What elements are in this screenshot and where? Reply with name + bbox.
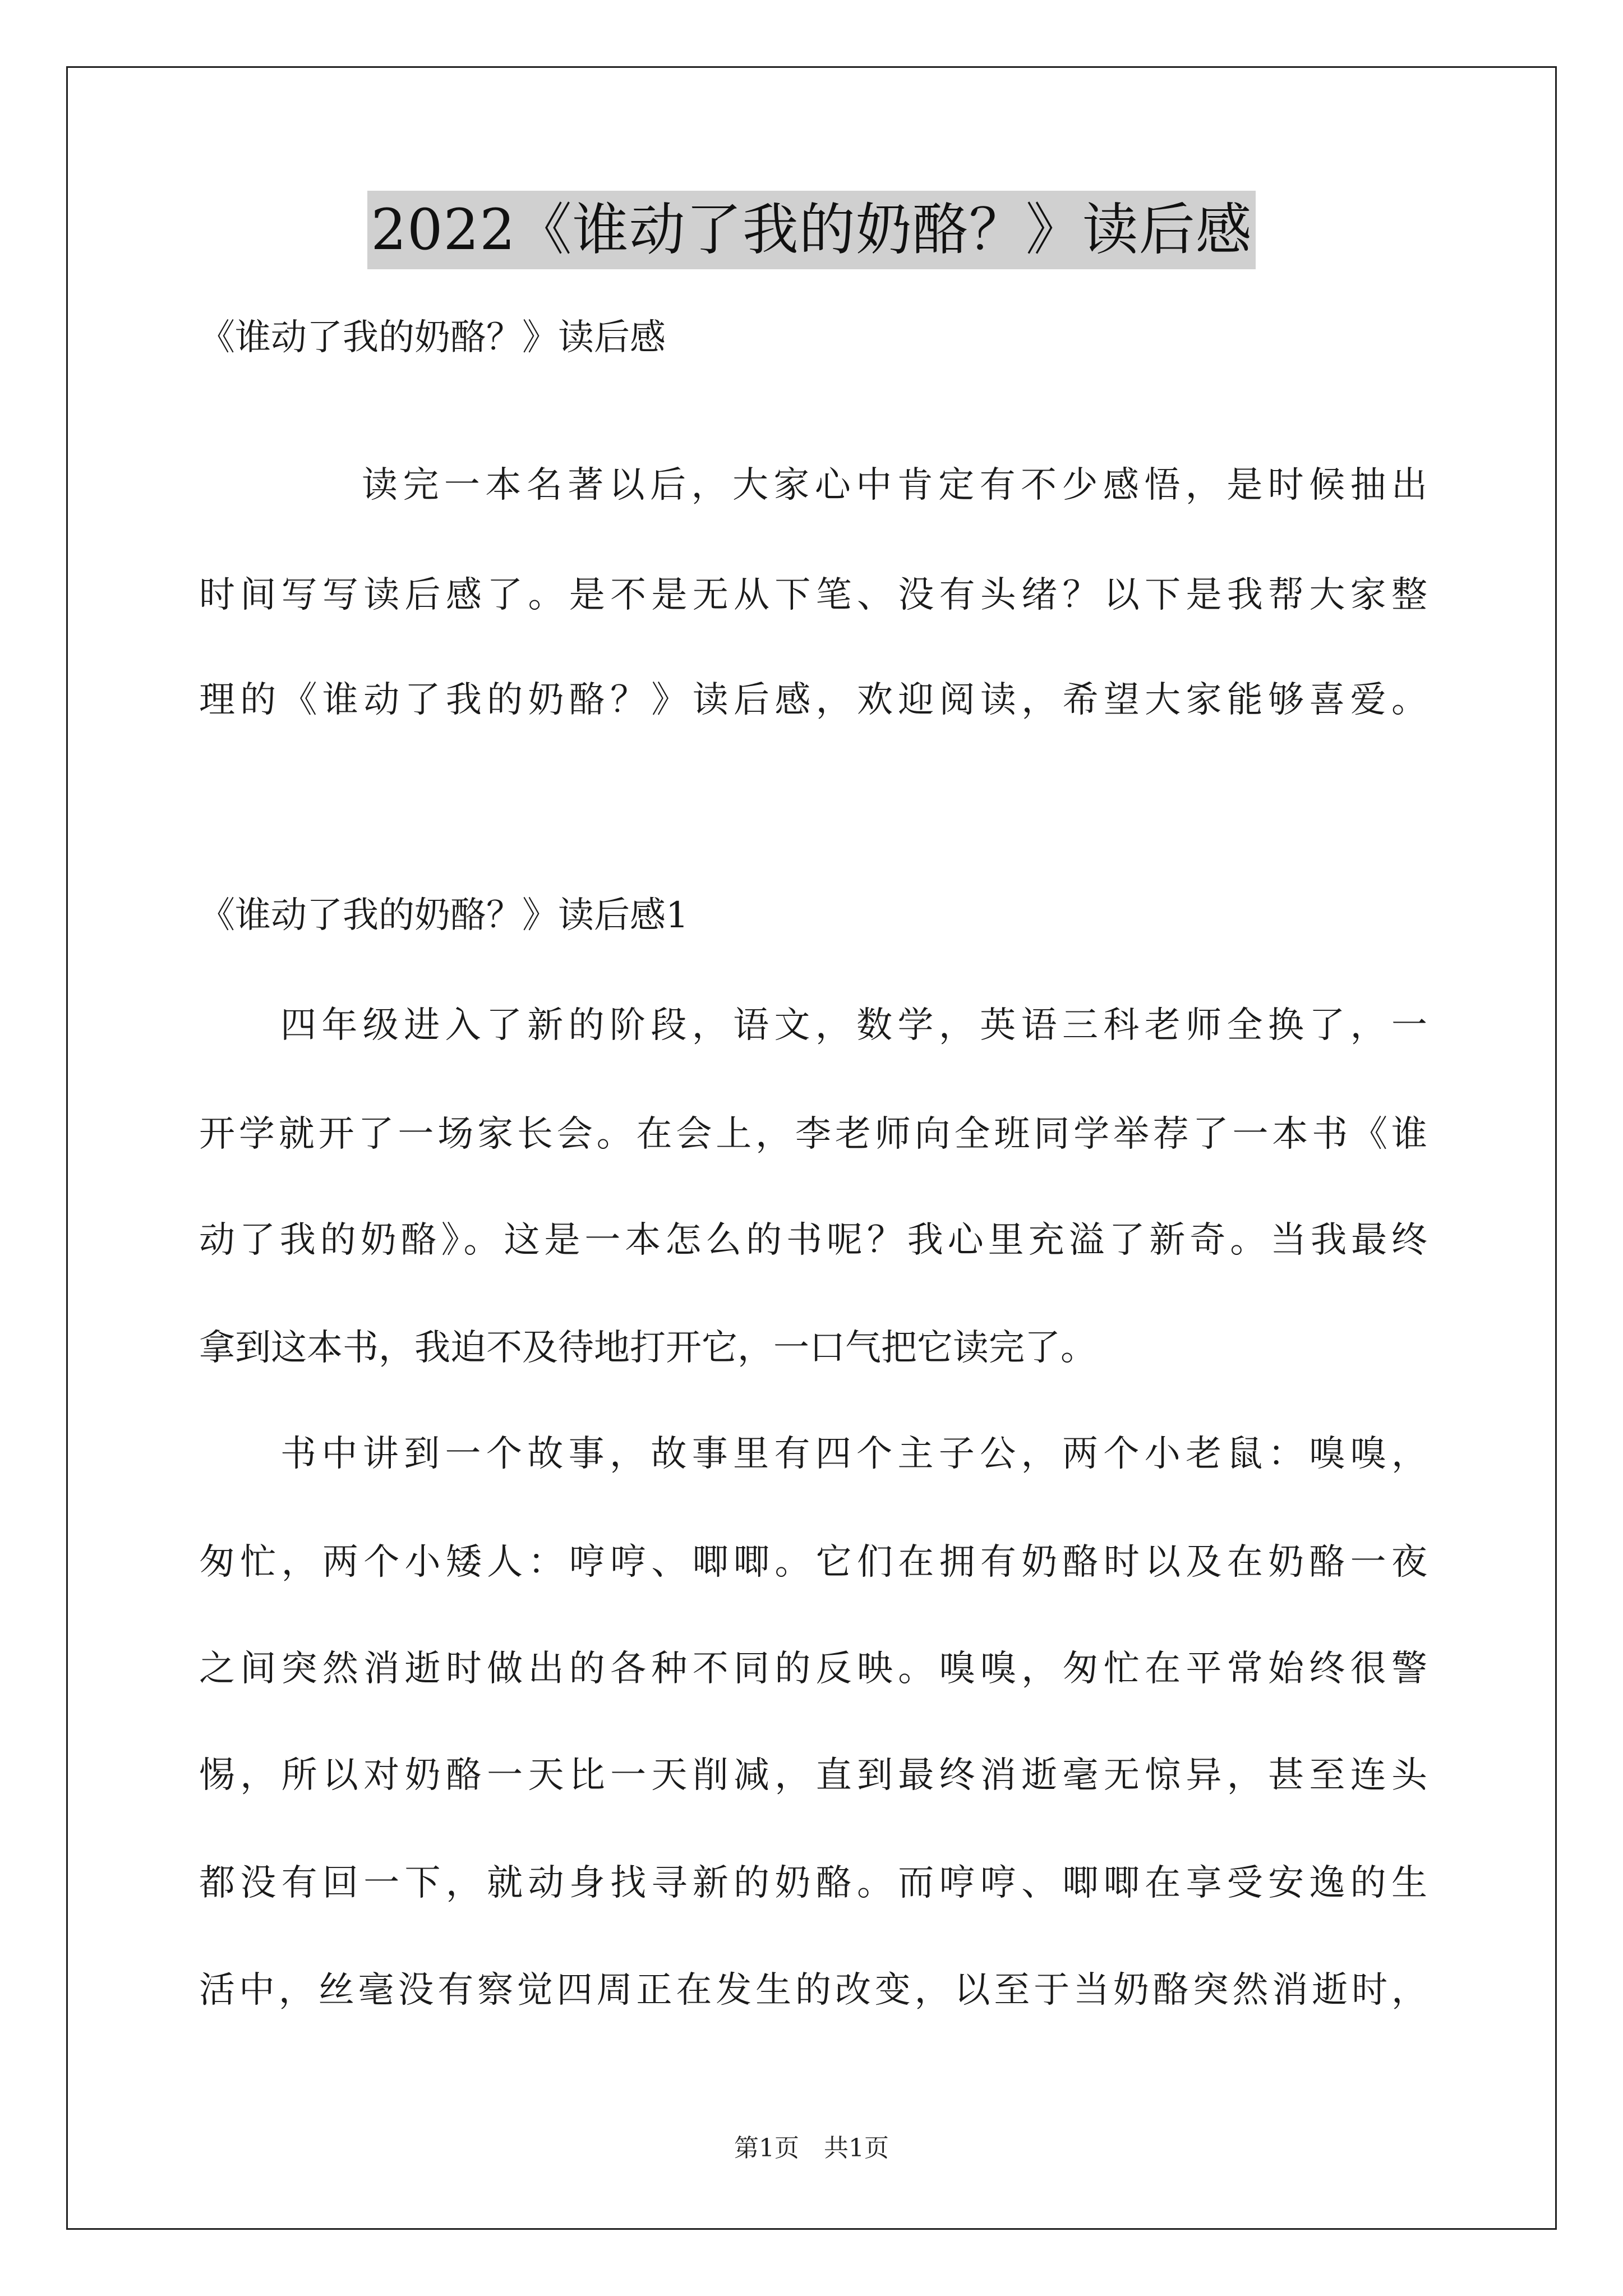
paragraph-line: 惕，所以对奶酪一天比一天削减，直到最终消逝毫无惊异，甚至连头 bbox=[199, 1755, 1427, 1796]
subtitle-line: 《谁动了我的奶酪？》读后感 bbox=[199, 317, 666, 358]
page-footer: 第1页 共1页 bbox=[734, 2134, 889, 2162]
paragraph-line: 理的《谁动了我的奶酪？》读后感，欢迎阅读，希望大家能够喜爱。 bbox=[199, 679, 1427, 721]
paragraph-line: 活中，丝毫没有察觉四周正在发生的改变，以至于当奶酪突然消逝时， bbox=[199, 1970, 1427, 2011]
paragraph-line: 拿到这本书，我迫不及待地打开它，一口气把它读完了。 bbox=[199, 1327, 1096, 1369]
section-heading: 《谁动了我的奶酪？》读后感1 bbox=[199, 895, 689, 936]
paragraph-line: 都没有回一下，就动身找寻新的奶酪。而哼哼、唧唧在享受安逸的生 bbox=[199, 1862, 1427, 1904]
paragraph-line: 书中讲到一个故事，故事里有四个主子公，两个小老鼠：嗅嗅， bbox=[280, 1433, 1427, 1475]
paragraph-line: 四年级进入了新的阶段，语文，数学，英语三科老师全换了，一 bbox=[280, 1005, 1427, 1046]
paragraph-line: 时间写写读后感了。是不是无从下笔、没有头绪？以下是我帮大家整 bbox=[199, 574, 1427, 616]
title-container bbox=[0, 191, 1623, 269]
paragraph-line: 读完一本名著以后，大家心中肯定有不少感悟，是时候抽出 bbox=[362, 464, 1427, 506]
paragraph-line: 匆忙，两个小矮人：哼哼、唧唧。它们在拥有奶酪时以及在奶酪一夜 bbox=[199, 1542, 1427, 1583]
paragraph-line: 动了我的奶酪》。这是一本怎么的书呢？我心里充溢了新奇。当我最终 bbox=[199, 1220, 1427, 1261]
paragraph-line: 开学就开了一场家长会。在会上，李老师向全班同学举荐了一本书《谁 bbox=[199, 1114, 1427, 1155]
paragraph-line: 之间突然消逝时做出的各种不同的反映。嗅嗅，匆忙在平常始终很警 bbox=[199, 1648, 1427, 1690]
document-title: 2022《谁动了我的奶酪？》读后感 bbox=[367, 191, 1256, 269]
